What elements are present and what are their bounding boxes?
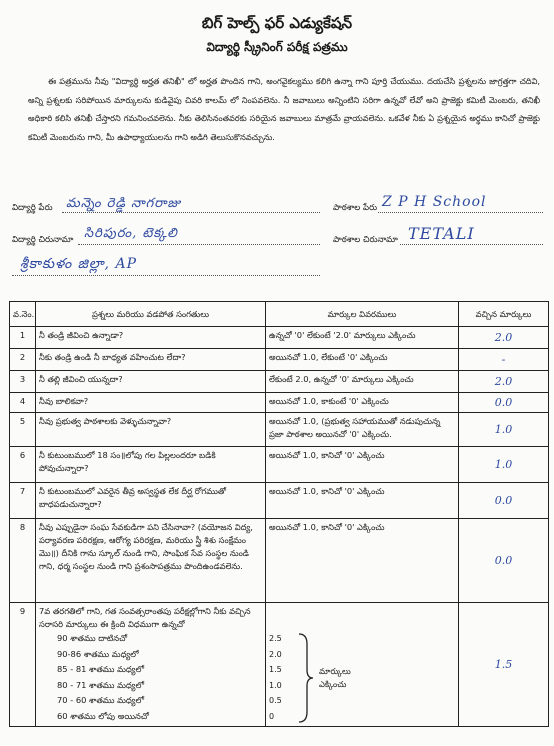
row-number: 7 <box>10 483 36 519</box>
grade-band: 70 - 60 శాతము మధ్యలో <box>57 695 144 705</box>
row-number: 2 <box>10 349 36 371</box>
grade-mark: 0.5 <box>269 696 282 705</box>
row-scoring: అయినచో 1.0, కాకుంటే '0' ఎక్కించు <box>266 393 459 413</box>
row-scoring: అయినచో 1.0, కానిచో '0' ఎక్కించు <box>266 519 459 603</box>
row-mark-input[interactable]: 2.0 <box>459 371 549 393</box>
grade-band: 85 - 81 శాతము మధ్యలో <box>57 664 144 674</box>
row-number: 5 <box>10 413 36 447</box>
row-mark-input[interactable]: 0.0 <box>459 519 549 603</box>
grade-mark: 2.0 <box>269 649 282 659</box>
table-row <box>10 413 549 447</box>
row-scoring: అయినచో 1.0, లేకుంటే '0' ఎక్కించు <box>266 349 459 371</box>
col-header-scoring: మార్కుల వివరములు <box>266 302 459 327</box>
screening-table <box>9 301 549 727</box>
student-address-label: విద్యార్థి చిరునామా <box>12 235 74 245</box>
student-name-value[interactable]: మన్నెం రెడ్డి నాగరాజు <box>66 196 181 211</box>
table-row <box>10 393 549 413</box>
row-scoring: లేకుంటే 2.0, ఉన్నచో '0' మార్కులు ఎక్కించు <box>266 371 459 393</box>
row-number: 3 <box>10 371 36 393</box>
school-address-value[interactable]: TETALI <box>408 224 475 243</box>
row-number: 8 <box>10 519 36 603</box>
student-name-label: విద్యార్థి పేరు <box>12 203 53 213</box>
student-address-line <box>78 244 320 245</box>
table-row <box>10 371 549 393</box>
row-mark-input[interactable]: 0.0 <box>459 393 549 413</box>
grade-mark: 1.0 <box>269 680 282 690</box>
row-number: 6 <box>10 447 36 483</box>
row-mark-input[interactable]: 0.0 <box>459 483 549 519</box>
row-question: 7వ తరగతిలో గాని, గత సంవత్సరాంతపు పరీక్షల్లోగాని నీకు వచ్చిన సరాసరి మార్కులు ఈ క్రింది విధముగా ఉన్నచో <box>39 606 251 629</box>
table-row <box>10 447 549 483</box>
row-question: నీ కుటుంబములో ఎవరైన తీవ్ర అస్వస్థత లేక దీర్ఘ రోగముతో బాధపడుచున్నారా? <box>36 483 266 519</box>
grade-note: మార్కులు ఎక్కించు <box>319 665 351 689</box>
table-row <box>10 519 549 603</box>
table-row <box>10 349 549 371</box>
row-question: నీవు ఎప్పుడైనా సంఘ సేవకుడిగా పని చేసినావా? (వయోజన విద్య, పర్యావరణ పరిరక్షణ, ఆరోగ్య పరిరక్షణ, మరియు స్త్రీ శిశు సంక్షేమం మొ॥) దీనికి గాను స్కూల్ నుండి గాని, సాంఘిక సేవ సంస్థల నుండి గాని, ధర్మ సంస్థల నుండి గాని ప్రశంసాపత్రము పొందిఉండవలెను. <box>36 519 266 603</box>
instructions-paragraph: ఈ పత్రమును నీవు "విద్యార్థి అర్హత తనిఖీ" లో అర్హత పొందిన గాని, అంగవైకల్యము కలిగి ఉన్నా గాని పూర్తి చేయుము. దయచేసి ప్రశ్నలను జాగ్రత్తగా చదివి, అన్ని ప్రశ్నలకు సరిపోయిన మార్కులను కుడివైపు చివరి కాలమ్ లో నింపవలెను. నీ జవాబులు అన్నింటిని సరిగా ఉన్నవో లేవో అని ప్రాజెక్టు కమిటీ మెంబరు, తనిఖీ అధికారి కలిసి తనిఖీ చేస్తారని గమనించవలెను. నీకు తెలిసినంతవరకు సరియైన జవాబులు మాత్రమే వ్రాయవలెను. ఒకవేళ నీకు ఏ ప్రశ్నయైన అర్థము కానిచో ప్రాజెక్టు కమిటీ మెంబరును గాని, మీ ఉపాధ్యాయులను గాని అడిగి తెలుసుకొనవచ్చును. <box>28 76 540 142</box>
col-header-sno: వ.నెం. <box>10 302 36 327</box>
row-question: నీకు తండ్రి ఉండి నీ బాధ్యత వహించుట లేదా? <box>36 349 266 371</box>
student-address-value-2[interactable]: శ్రీకాకుళం జిల్లా, AP <box>20 256 137 272</box>
row-question-grades <box>36 603 266 727</box>
form-subtitle: విద్యార్థి స్క్రీనింగ్ పరీక్ష పత్రము <box>206 40 348 54</box>
col-header-marks: వచ్చిన మార్కులు <box>459 302 549 327</box>
table-row <box>10 483 549 519</box>
school-address-line <box>400 244 543 245</box>
row-question: నీవు ప్రభుత్వ పాఠశాలకు వెళ్ళుచున్నావా? <box>36 413 266 447</box>
school-name-value[interactable]: Z P H School <box>382 194 487 210</box>
student-address-value[interactable]: సిరిపురం, టెక్కలి <box>84 226 178 241</box>
row-scoring: అయినచో 1.0, కానిచో '0' ఎక్కించు <box>266 447 459 483</box>
row-scoring-grades <box>266 603 459 727</box>
row-question: నీ తల్లి జీవించి యున్నదా? <box>36 371 266 393</box>
row-scoring: ఉన్నచో '0' లేకుంటే '2.0' మార్కులు ఎక్కించు <box>266 327 459 349</box>
row-question: నీ కుటుంబములో 18 సం॥లోపు గల పిల్లలందరూ బడికి పోవుచున్నారా? <box>36 447 266 483</box>
row-mark-input[interactable]: 1.0 <box>459 413 549 447</box>
row-mark-input[interactable]: 1.5 <box>459 603 549 727</box>
brace-icon <box>295 632 315 724</box>
row-number: 9 <box>10 603 36 727</box>
grade-mark: 2.5 <box>269 634 282 643</box>
grade-band: 60 శాతము లోపు అయినచో <box>57 710 149 721</box>
table-row <box>10 603 549 727</box>
row-number: 1 <box>10 327 36 349</box>
form-title: బిగ్ హెల్ప్ ఫర్ ఎడ్యుకేషన్ <box>201 14 353 32</box>
grade-mark: 1.5 <box>269 665 282 674</box>
school-address-label: పాఠశాల చిరునామా <box>333 235 398 245</box>
school-name-line <box>378 212 543 213</box>
student-address-line-2 <box>12 275 320 276</box>
row-mark-input[interactable]: - <box>459 349 549 371</box>
row-question: నీవు బాలికవా? <box>36 393 266 413</box>
row-number: 4 <box>10 393 36 413</box>
col-header-question: ప్రశ్నలు మరియు వడపోత సంగతులు <box>36 302 266 327</box>
grade-band: 80 - 71 శాతము మధ్యలో <box>57 679 144 690</box>
table-header-row <box>10 302 549 327</box>
row-question: నీ తండ్రి జీవించి ఉన్నాడా? <box>36 327 266 349</box>
row-mark-input[interactable]: 1.0 <box>459 447 549 483</box>
table-row <box>10 327 549 349</box>
row-mark-input[interactable]: 2.0 <box>459 327 549 349</box>
school-name-label: పాఠశాల పేరు <box>333 203 378 213</box>
grade-band: 90-86 శాతము మధ్యలో <box>57 648 139 659</box>
row-scoring: అయినచో 1.0, (ప్రభుత్వ సహాయముతో నడుపుచున్న ప్రజా పాఠశాల అయినచో '0' ఎక్కించు. <box>266 413 459 447</box>
row-scoring: అయినచో 1.0, కానిచో '0' ఎక్కించు <box>266 483 459 519</box>
grade-mark: 0 <box>269 711 275 721</box>
grade-band: 90 శాతము దాటినచో <box>57 633 128 643</box>
